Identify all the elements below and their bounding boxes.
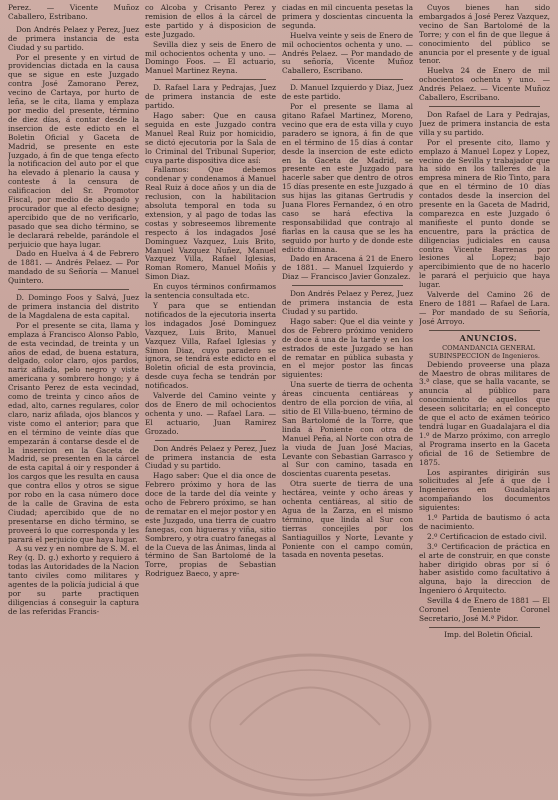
notice-paragraph: Por el presente se cita, llama y emplaza á Francisco Alonso Pablo, de esta vecindad, de treinta y un años de edad, de buena estatura, delgado, color claro, ojos pardos, nariz afilada, pelo negro y viste americana y sombrero hongo; y á Crisanto Perez de esta vecindad, como de treinta y cinco años de edad, alto, carnes regulares, color claro, nariz afilada, ojos blancos y viste como el anterior; para que en el término de veinte días que empezarán á contarse desde el de la insercion en la Gaceta de Madrid, se presenten en la cárcel de esta capital á oir y responder á los cargos que les resulta en causa que contra ellos y otros se sigue por robo en la casa número doce de la calle de Gravina de esta Ciudad; apercibido que de no presentarse en dicho término, se proveerá lo que corresponda y les parará el perjuicio que haya lugar. — [8, 320, 139, 544]
notice-paragraph: Fallamos: Que debemos condenar y condenamos á Manuel Real Ruiz á doce años y un dia de reclusion, con la habilitacion absoluta temporal en toda su extension, y al pago de todas las costas y sobreseemos libremente respecto á los indagados José Dominguez Vazquez, Luis Brito, Manuel Vazquez Nuñez, Manuel Vazquez Villa, Rafael Iglesias, Roman Romero, Manuel Moñis y Simon Diaz. — [145, 165, 276, 282]
section-divider — [155, 440, 266, 441]
notice-paragraph: 2.º Certificacion de estado civil. — [427, 531, 547, 541]
section-divider — [18, 289, 129, 290]
column-4 — [419, 4, 550, 796]
notice-paragraph: Por el presente y en virtud de providencias dictada en la causa que se sigue en este Juzgado contra José Zamorano Perez, vecino de Cartaya, por hurto de leña, se le cita, llama y emplaza por medio del presente, término de diez días, á contar desde la insercion de este edicto en el Boletin Oficial y Gaceta de Madrid, se presente en este Juzgado, á fin de que tenga efecto la notificacion del auto por el que ha elevado á plenario la causa y conteste á la censura de calificacion del Sr. Promotor Fiscal, por medio de abogado y procurador que al efecto designe; apercibido que de no verificarlo, pasado que sea dicho término, se le declarará rebelde, parándole el perjuicio que haya lugar. — [8, 52, 139, 249]
notice-paragraph: co Alcoba y Crisanto Perez y remision de ellos á la cárcel de este partido y á disposicion de este Juzgado. — [145, 4, 276, 39]
column-3 — [282, 4, 413, 796]
notice-paragraph: Valverde del Camino veinte y dos de Enero de mil ochocientos ochenta y uno. — Rafael Lara. — El actuario, Juan Ramirez Grozado. — [145, 391, 276, 436]
notice-header: Don Andrés Pelaez y Perez, Juez de primera instancia de esta Ciudad y su partido. — [282, 289, 413, 316]
notice-paragraph: Hago saber: Que el dia veinte y dos de Febrero próximo venidero de doce á una de la tarde y en los estrados de este Juzgado se han de rematar en pública subasta y en el mejor postor las fincas siguientes: — [282, 316, 413, 380]
notice-header: D. Domingo Foos y Salvá, Juez de primera instancia del distrito de la Magdalena de esta capital. — [8, 293, 139, 320]
notice-paragraph: En cuyos términos confirmamos la sentencia consultada etc. — [145, 282, 276, 301]
section-heading: ANUNCIOS. — [459, 332, 518, 343]
column-1 — [8, 4, 139, 796]
notice-header: D. Manuel Izquierdo y Diaz, Juez de este partido. — [282, 83, 413, 102]
section-divider — [155, 79, 266, 80]
section-divider — [429, 106, 540, 107]
notice-paragraph: Una suerte de tierra de ochenta áreas cincuenta centiáreas y dentro de ella porcion de viña, al sitio de El Villa-bueno, término de San Bartolomé de la Torre, que linda á Poniente con otra de Manuel Peña, al Norte con otra de la viuda de Juan José Macias, Levante con Sebastian Garrasco y al Sur con camino, tasada en doscientas cuarenta pesetas. — [282, 380, 413, 479]
notice-paragraph: Huelva veinte y seis de Enero de mil ochocientos ochenta y uno. — Andrés Pelaez. — Por mandado de su señoría, Vicente Muñoz Caballero, Escribano. — [282, 30, 413, 76]
notice-paragraph: 3.º Certificacion de práctica en el arte de construir, en que conste haber dirigido obras por sí ó haber asistido como facultativo á alguna, bajo la direccion de Ingeniero ó Arquitecto. — [419, 541, 550, 596]
notice-paragraph: 1.º Partida de bautismo ó acta de nacimiento. — [419, 513, 550, 531]
notice-paragraph: Dado en Aracena á 21 de Enero de 1881. — Manuel Izquierdo y Diaz — Francisco Javier Gonzalez. — [282, 254, 413, 282]
section-divider — [429, 330, 540, 331]
notice-paragraph: Cuyos bienes han sido embargados á José Perez Vazquez, vecino de San Bartolomé de la Torre; y con el fin de que llegue á conocimiento del público se anuncia por el presente y de igual tenor. — [419, 4, 550, 66]
section-divider — [292, 285, 403, 286]
notice-paragraph: Por el presente cito, llamo y emplazo á Manuel Lopez y Lopez, vecino de Sevilla y trabajador que ha sido en los talleres de la empresa minera de Rio Tinto, para que en el término de 10 días contados desde la insercion del presente en la Gaceta de Madrid, comparezca en este Juzgado ó manifieste el punto donde se encuentre, para la práctica de diligencias judiciales en causa contra Vicente Barrenas por lesiones al Lopez; bajo apercibimiento que de no hacerlo le parará el perjuicio que haya lugar. — [419, 137, 550, 290]
imprint-line: Imp. del Boletin Oficial. — [444, 629, 533, 639]
notice-paragraph: ciadas en mil cincuenta pesetas la primera y doscientas cincuenta la segunda. — [282, 4, 413, 30]
notice-header: Don Rafael de Lara y Pedrajas, Juez de primera instancia de esta villa y su partido. — [419, 109, 550, 137]
notice-paragraph: Sevilla 4 de Enero de 1881 — El Coronel Teniente Coronel Secretario, José M.ª Pidor. — [419, 596, 550, 623]
notice-paragraph: A su vez y en nombre de S. M. el Rey (q. D. g.) exhorto y requiero á todas las Autoridades de la Nacion tanto civiles como militares y agentes de la policía judicial á que por su parte practiquen diligencias á conseguir la captura de las referidas Francis- — [8, 544, 139, 616]
section-divider — [429, 627, 540, 628]
notice-header: Don Andrés Pelaez y Perez, Juez de primera instancia de esta Ciudad y su partido. — [145, 443, 276, 471]
notice-paragraph: Hago saber: Que en causa seguida en este Juzgado contra Manuel Real Ruiz por homicidio, se dictó ejecutoria por la Sala de lo Criminal del Tribunal Superior, cuya parte dispositiva dice así: — [145, 110, 276, 165]
notice-header: D. Rafael Lara y Pedrajas, Juez de primera instancia de este partido. — [145, 83, 276, 111]
notice-paragraph: Dado en Huelva á 4 de Febrero de 1881. — Andrés Pelaez. — Por mandado de su Señoría — Manuel Quintero. — [8, 249, 139, 286]
section-subheading: COMANDANCIA GENERAL SUBINSPECCION de Ingenieros. — [428, 343, 541, 360]
notice-header: Don Andrés Pelaez y Perez, Juez de primera instancia de esta Ciudad y su partido. — [8, 24, 139, 52]
column-2 — [145, 4, 276, 796]
notice-paragraph: Huelva 24 de Enero de mil ochocientos ochenta y uno. — Andrés Pelaez. — Vicente Muñoz Caballero, Escribano. — [419, 66, 550, 103]
notice-paragraph: Sevilla diez y seis de Enero de mil ochocientos ochenta y uno. — Domingo Foos. — El actuario, Manuel Martinez Reyna. — [145, 39, 276, 76]
notice-paragraph: Y para que se entiendan notificados de la ejecutoria inserta los indagados José Dominguez Vazquez, Luis Brito, Manuel Vazquez Villa, Rafael Iglesias y Simon Diaz, cuyo paradero se ignora, se tendrá este edicto en el Boletin oficial de esta provincia, desde cuya fecha se tendrán por notificados. — [145, 301, 276, 391]
notice-paragraph: Hago saber: Que el dia once de Febrero próximo y hora de las doce de la tarde del día veinte y ocho de Febrero próximo, se han de rematar en el mejor postor y en este Juzgado, una tierra de cuatro fanegas, con higueras y viña, sitio Sombrero, y otra cuatro fanegas al de la Cueva de las Ánimas, linda al término de San Bartolomé de la Torre, propias de Sebastian Rodriguez Baeco, y apre- — [145, 471, 276, 579]
notice-paragraph: Perez. — Vicente Muñoz Caballero, Estribano. — [8, 4, 139, 21]
notice-paragraph: Por el presente se llama al gitano Rafael Martinez, Moreno, vecino que era de esta villa y cuyo paradero se ignora, á fin de que en el término de 15 días á contar desde la insercion de este edicto en la Gaceta de Madrid, se presente en este Juzgado para hacerle saber que dentro de otros 15 días presente en este Juzgado á sus hijas las gitanas Gertrudis y Juana Flores Fernandez, ó en otro caso se hará efectiva la responsabilidad que contrajo al fiarlas en la causa que se les ha seguido por hurto y de donde este edicto dimana. — [282, 102, 413, 254]
notice-paragraph: Otra suerte de tierra de una hectárea, veinte y ocho áreas y ochenta centiáreas, al sitio de Agua de la Zarza, en el mismo término, que linda al Sur con tierras concejiles por los Santiaguillos y Norte, Levante y Poniente con el campo común, tasada en noventa pesetas. — [282, 479, 413, 560]
notice-paragraph: Debiendo proveerse una plaza de Maestro de obras militares de 3.ª clase, que se halla vacante, se anuncia al público para conocimiento de aquellos que deseen solicitarla; en el concepto de que el acto de exámen teórico tendrá lugar en Guadalajara el dia 1.º de Marzo próximo, con arreglo al Programa inserto en la Gaceta oficial de 16 de Setiembre de 1875. — [419, 359, 550, 467]
notice-paragraph: Valverde del Camino 26 de Enero de 1881 — Rafael de Lara. — Por mandado de su Señoría, José Arroyo. — [419, 290, 550, 326]
notice-paragraph: Los aspirantes dirigirán sus solicitudes al Jefe á que de l Ingenieros en Guadalajara acompañando los documentos siguientes: — [419, 467, 550, 513]
section-divider — [292, 79, 403, 80]
